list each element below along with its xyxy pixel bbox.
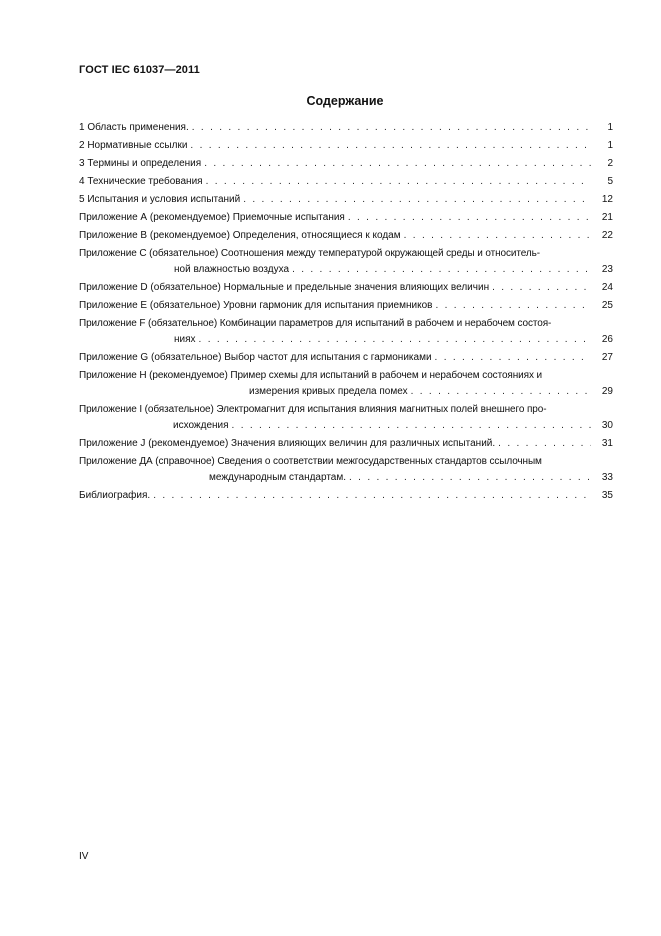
table-of-contents	[79, 120, 613, 506]
toc-entry-annex-da[interactable]	[79, 454, 613, 486]
leader-dots	[349, 470, 591, 486]
toc-entry-annex-d[interactable]	[79, 280, 613, 296]
toc-entry-annex-b[interactable]	[79, 228, 613, 244]
leader-dots	[435, 350, 591, 366]
toc-entry-title: 3 Термины и определения	[79, 158, 202, 169]
leader-dots	[204, 156, 591, 172]
toc-entry-title-continued: международным стандартам.	[209, 472, 347, 483]
leader-dots	[190, 138, 591, 154]
leader-dots	[192, 120, 591, 136]
toc-entry-title-continued: измерения кривых предела помех	[249, 386, 408, 397]
toc-page-number: 12	[601, 194, 613, 205]
toc-entry-title: Приложение J (рекомендуемое) Значения влияющих величин для различных испытаний.	[79, 438, 496, 449]
toc-entry-title: Приложение Е (обязательное) Уровни гармоник для испытания приемников	[79, 300, 433, 311]
toc-entry-title-continued: исхождения	[173, 420, 229, 431]
toc-page-number: 2	[607, 158, 613, 169]
toc-entry-title: Приложение А (рекомендуемое) Приемочные испытания	[79, 212, 345, 223]
toc-page-number: 24	[601, 282, 613, 293]
toc-page-number: 1	[607, 122, 613, 133]
toc-page-number: 31	[601, 438, 613, 449]
toc-entry-bibliography[interactable]	[79, 488, 613, 504]
toc-entry-title: Приложение С (обязательное) Соотношения между температурой окружающей среды и относитель-	[79, 248, 540, 259]
toc-entry-tests[interactable]	[79, 192, 613, 208]
leader-dots	[206, 174, 591, 190]
toc-entry-annex-f[interactable]	[79, 316, 613, 348]
toc-entry-annex-a[interactable]	[79, 210, 613, 226]
leader-dots	[348, 210, 591, 226]
leader-dots	[243, 192, 591, 208]
leader-dots	[411, 384, 591, 400]
document-code: ГОСТ IEC 61037—2011	[79, 64, 200, 76]
toc-page-number: 22	[601, 230, 613, 241]
leader-dots	[404, 228, 591, 244]
toc-page-number: 5	[607, 176, 613, 187]
toc-entry-title: Приложение D (обязательное) Нормальные и предельные значения влияющих величин	[79, 282, 490, 293]
toc-entry-title: Библиография.	[79, 490, 151, 501]
leader-dots	[232, 418, 591, 434]
toc-entry-normative-refs[interactable]	[79, 138, 613, 154]
page-number: IV	[79, 851, 89, 862]
leader-dots	[498, 436, 591, 452]
leader-dots	[292, 262, 591, 278]
toc-entry-title: 2 Нормативные ссылки	[79, 140, 188, 151]
toc-entry-title: 4 Технические требования	[79, 176, 203, 187]
toc-entry-title: 1 Область применения.	[79, 122, 189, 133]
toc-entry-terms[interactable]	[79, 156, 613, 172]
toc-entry-title: Приложение ДА (справочное) Сведения о соответствии межгосударственных стандартов ссылочным	[79, 456, 542, 467]
toc-entry-title: Приложение В (рекомендуемое) Определения, относящиеся к кодам	[79, 230, 401, 241]
toc-entry-title: Приложение G (обязательное) Выбор частот для испытания с гармониками	[79, 352, 432, 363]
toc-entry-title: 5 Испытания и условия испытаний	[79, 194, 241, 205]
toc-entry-annex-g[interactable]	[79, 350, 613, 366]
toc-entry-annex-h[interactable]	[79, 368, 613, 400]
toc-page-number: 25	[601, 300, 613, 311]
toc-entry-tech-requirements[interactable]	[79, 174, 613, 190]
toc-entry-title-continued: ной влажностью воздуха	[174, 264, 290, 275]
toc-page-number: 1	[607, 140, 613, 151]
toc-page-number: 23	[601, 264, 613, 275]
toc-entry-title-continued: ниях	[174, 334, 196, 345]
toc-page-number: 35	[601, 490, 613, 501]
toc-entry-title: Приложение F (обязательное) Комбинации параметров для испытаний в рабочем и нерабочем состоя-	[79, 318, 552, 329]
toc-page-number: 21	[601, 212, 613, 223]
toc-entry-annex-c[interactable]	[79, 246, 613, 278]
toc-entry-annex-i[interactable]	[79, 402, 613, 434]
toc-entry-title: Приложение Н (рекомендуемое) Пример схемы для испытаний в рабочем и нерабочем состояниях и	[79, 370, 543, 381]
toc-page-number: 26	[601, 334, 613, 345]
leader-dots	[435, 298, 591, 314]
toc-page-number: 29	[601, 386, 613, 397]
page-title: Содержание	[306, 94, 384, 108]
leader-dots	[199, 332, 591, 348]
leader-dots	[153, 488, 591, 504]
leader-dots	[492, 280, 591, 296]
toc-entry-annex-j[interactable]	[79, 436, 613, 452]
toc-page-number: 33	[601, 472, 613, 483]
toc-entry-scope[interactable]	[79, 120, 613, 136]
toc-page-number: 30	[601, 420, 613, 431]
toc-entry-annex-e[interactable]	[79, 298, 613, 314]
toc-entry-title: Приложение I (обязательное) Электромагнит для испытания влияния магнитных полей внешнего про-	[79, 404, 547, 415]
toc-page-number: 27	[601, 352, 613, 363]
